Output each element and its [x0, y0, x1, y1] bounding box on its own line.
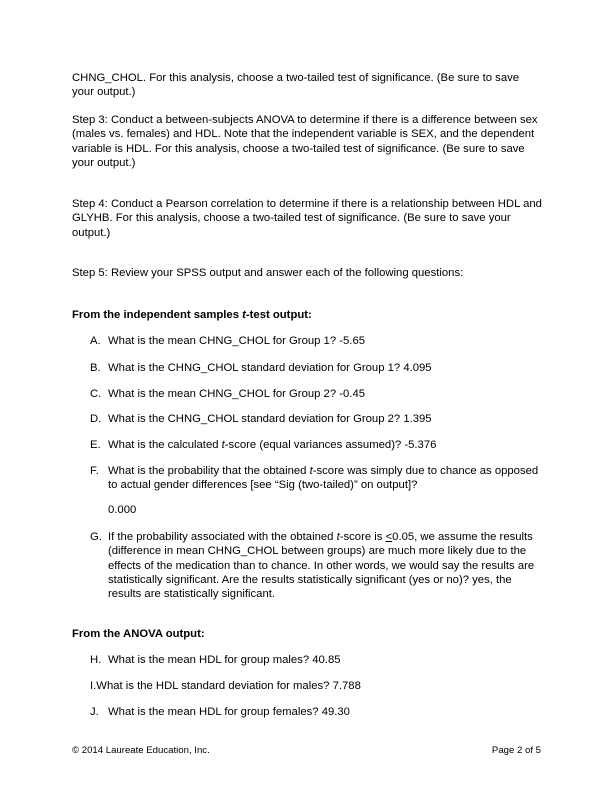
- question-b: [90, 361, 542, 375]
- question-d-text: What is the CHNG_CHOL standard deviation for Group 2? 1.395: [108, 413, 432, 425]
- step3-paragraph: Step 3: Conduct a between-subjects ANOVA to determine if there is a difference between sex (males vs. females) and HDL. Note that the independent variable is SEX, and the dependent variable is HDL. For this analysis, choose a two-tailed test of significance. (Be sure to save your output.): [72, 114, 538, 169]
- footer-page-number: Page 2 of 5: [491, 745, 541, 756]
- question-c-text: What is the mean CHNG_CHOL for Group 2? -0.45: [108, 388, 366, 400]
- question-e-text: [108, 438, 542, 452]
- anova-heading: From the ANOVA output:: [72, 628, 205, 640]
- question-g-italic: t: [336, 531, 340, 543]
- question-g-text: [108, 530, 542, 601]
- question-a-text: What is the mean CHNG_CHOL for Group 1? -5.65: [108, 335, 366, 347]
- question-b-text: What is the CHNG_CHOL standard deviation for Group 1? 4.095: [108, 362, 432, 374]
- question-f-italic: t: [309, 465, 313, 477]
- step4-paragraph: Step 4: Conduct a Pearson correlation to determine if there is a relationship between HDL and GLYHB. For this analysis, choose a two-tailed test of significance. (Be sure to save your output.): [72, 198, 542, 239]
- question-c: [90, 387, 542, 401]
- question-f-answer: [90, 503, 542, 517]
- question-h-letter: H.: [90, 654, 102, 666]
- question-e-post: -score (equal variances assumed)? -5.376: [224, 439, 437, 451]
- footer-copyright: © 2014 Laureate Education, Inc.: [72, 745, 210, 756]
- question-j: [90, 705, 542, 719]
- question-e-letter: E.: [90, 439, 101, 451]
- question-a-letter: A.: [90, 335, 101, 347]
- question-g-letter: G.: [90, 531, 102, 543]
- question-g-pre: If the probability associated with the obtained: [108, 531, 337, 543]
- question-e-pre: What is the calculated: [108, 439, 222, 451]
- question-h-text: What is the mean HDL for group males? 40.85: [108, 654, 341, 666]
- ttest-heading-italic: t: [242, 309, 246, 321]
- question-f-pre: What is the probability that the obtained: [108, 465, 310, 477]
- question-f-post: -score was simply due to chance as opposed to actual gender differences [see “Sig (two-tailed)” on output]?: [108, 465, 539, 492]
- question-f-letter: F.: [90, 465, 99, 477]
- question-f: [90, 464, 542, 493]
- ttest-heading-post: -test output:: [245, 309, 312, 321]
- carryover-paragraph: CHNG_CHOL. For this analysis, choose a two-tailed test of significance. (Be sure to save your output.): [72, 72, 520, 99]
- question-g-post: 0.05, we assume the results (difference in mean CHNG_CHOL between groups) are much more likely due to the effects of the medication than to chance. In other words, we would say the results are statistically significant. Are the results statistically significant (yes or no)? yes, the results are statistically significant.: [108, 531, 535, 601]
- question-a: [90, 334, 542, 348]
- question-f-answer-text: 0.000: [108, 504, 137, 516]
- question-g-mid: -score is: [339, 531, 386, 543]
- question-b-letter: B.: [90, 362, 101, 374]
- question-g: [90, 530, 542, 601]
- question-h: [90, 653, 542, 667]
- question-g-lte: <: [385, 531, 393, 543]
- question-c-letter: C.: [90, 388, 102, 400]
- question-e-italic: t: [221, 439, 225, 451]
- question-f-text: [108, 464, 542, 493]
- step5-paragraph: Step 5: Review your SPSS output and answer each of the following questions:: [72, 267, 464, 279]
- question-j-text: What is the mean HDL for group females? 49.30: [108, 706, 350, 718]
- question-d-letter: D.: [90, 413, 102, 425]
- question-i: I.What is the HDL standard deviation for males? 7.788: [90, 680, 361, 692]
- ttest-heading-pre: From the independent samples: [72, 309, 243, 321]
- ttest-heading: [72, 308, 312, 322]
- question-d: [90, 412, 542, 426]
- question-e: [90, 438, 542, 452]
- question-j-letter: J.: [90, 706, 99, 718]
